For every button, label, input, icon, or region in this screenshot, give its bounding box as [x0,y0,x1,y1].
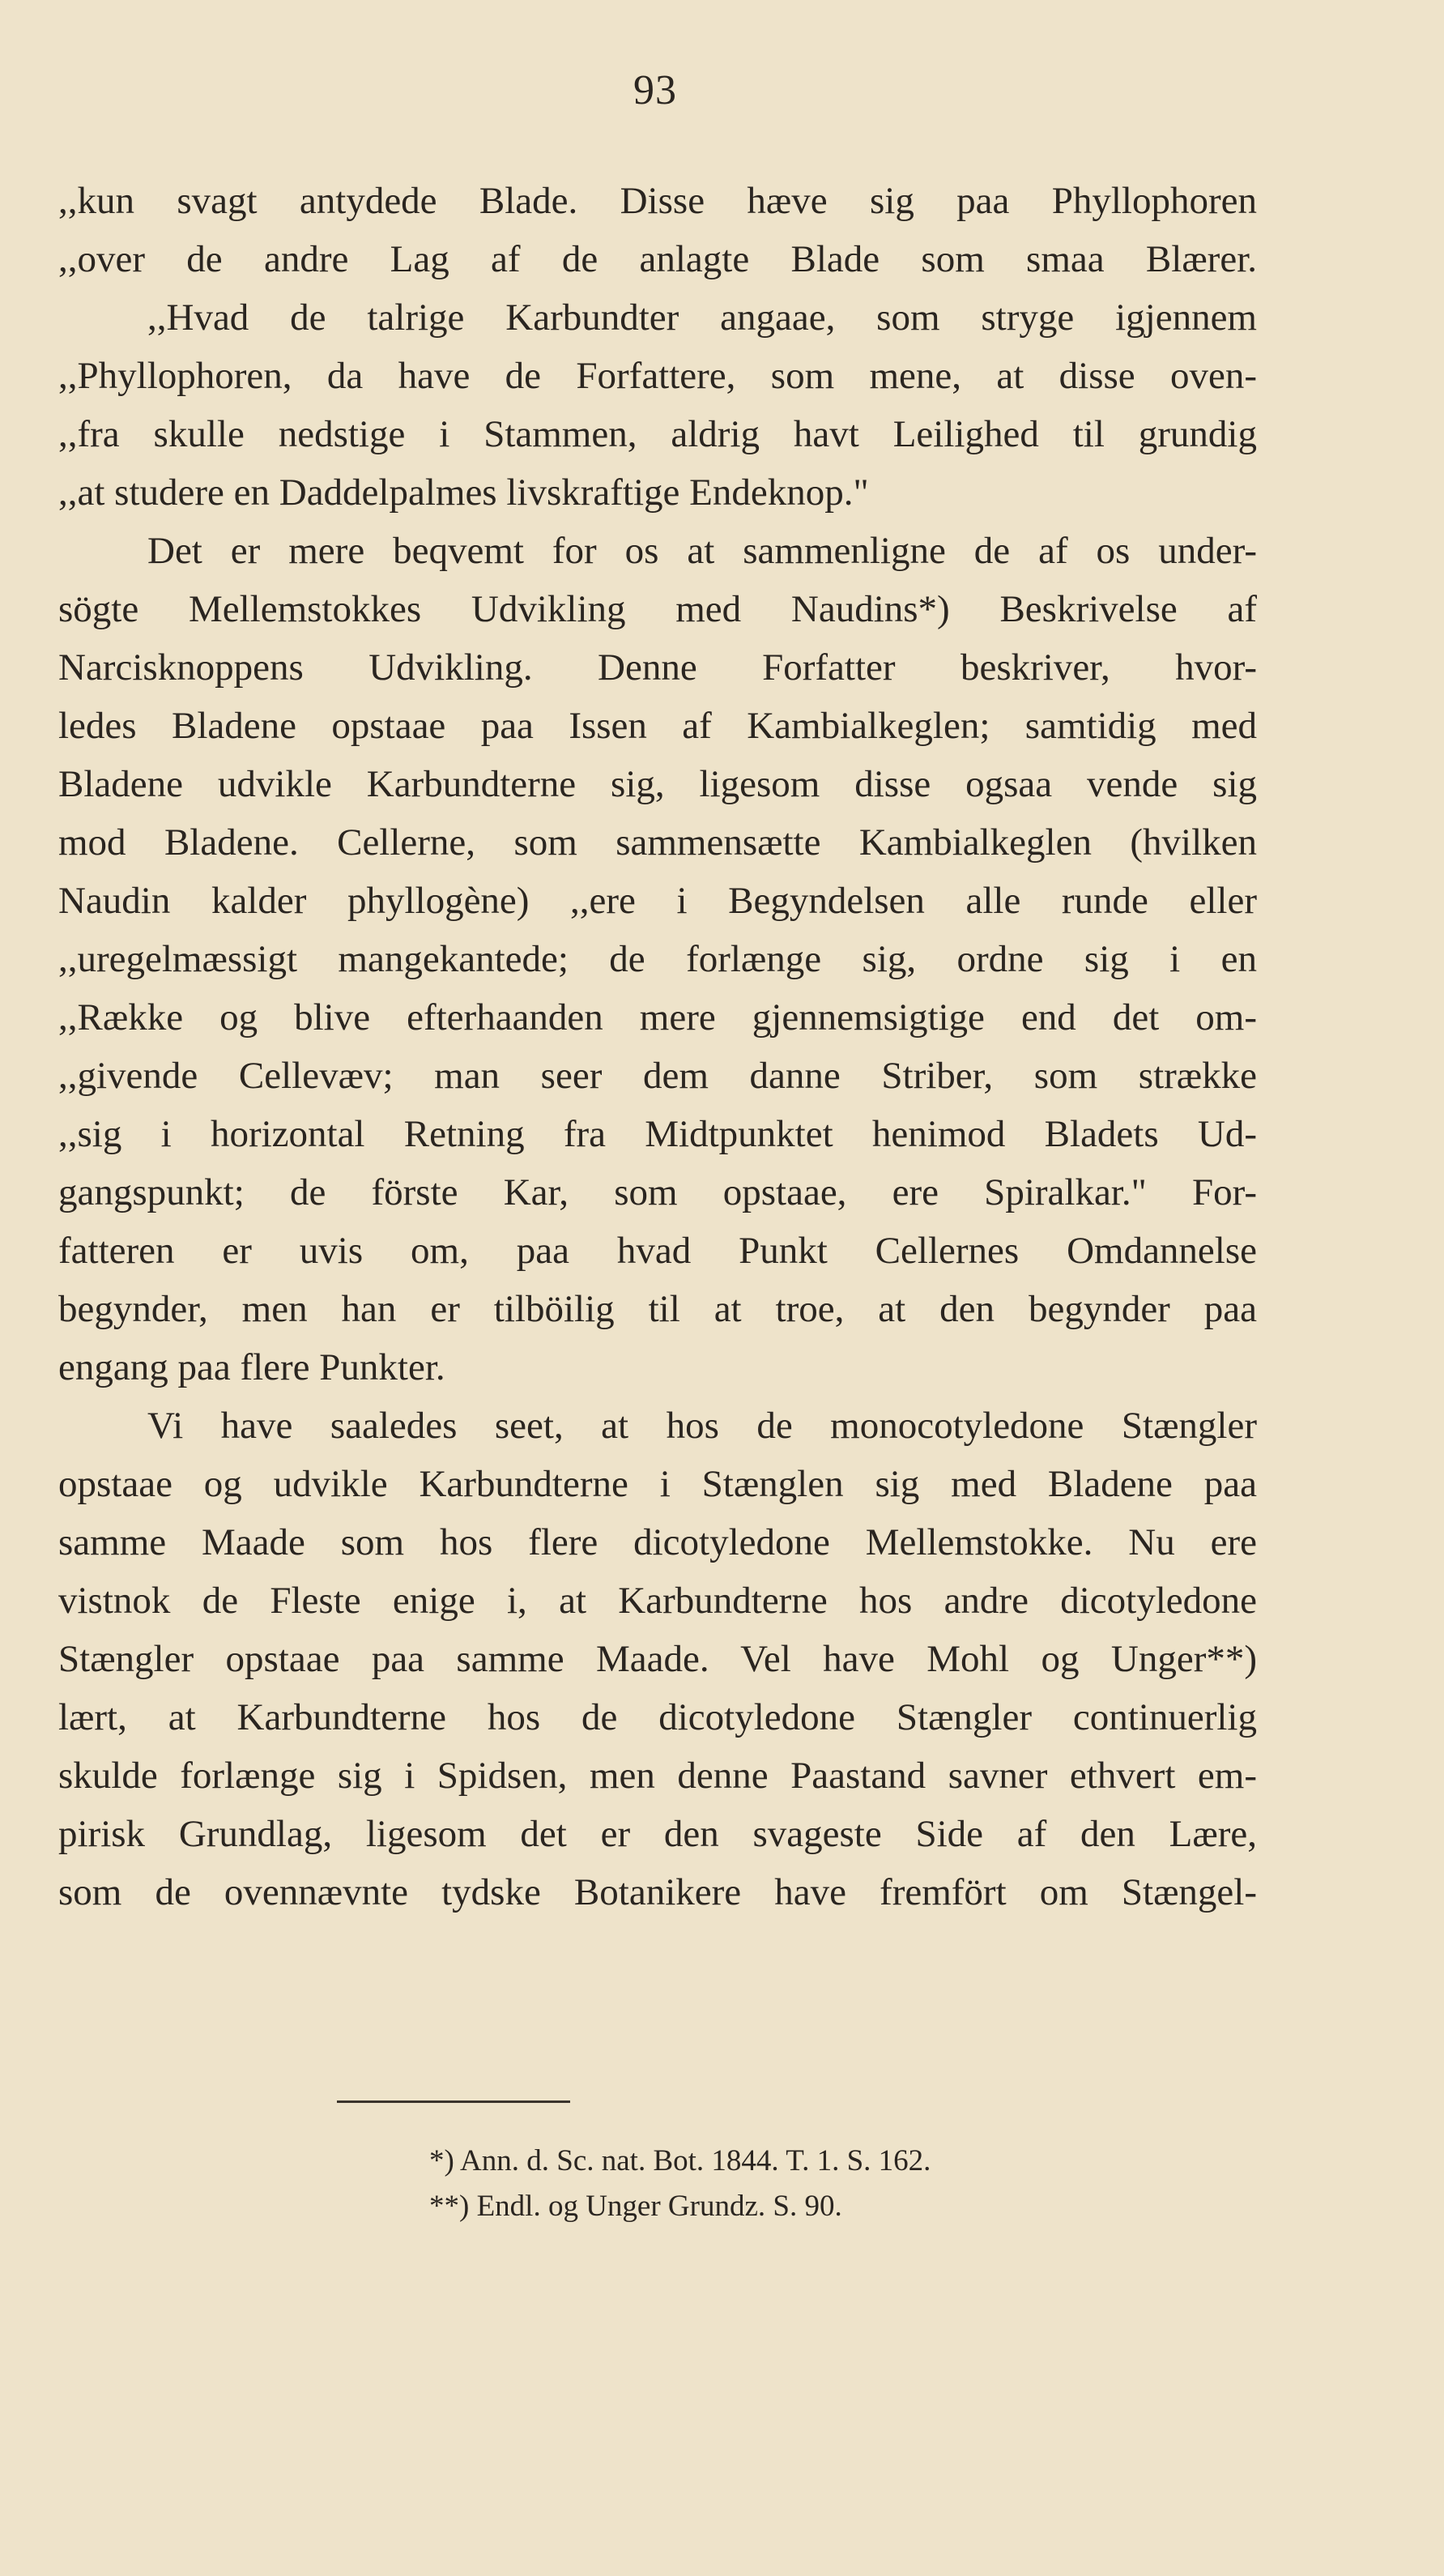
footnotes [429,2139,1239,2229]
page-number: 93 [633,67,677,113]
text-line: begynder, men han er tilböilig til at troe, at den begynder paa [58,1288,1257,1330]
footnote: *) Ann. d. Sc. nat. Bot. 1844. T. 1. S. 162. [429,2144,931,2177]
footnote-divider [337,2100,570,2103]
text-line: fatteren er uvis om, paa hvad Punkt Cellernes Omdannelse [58,1230,1257,1272]
text-line: skulde forlænge sig i Spidsen, men denne Paastand savner ethvert em- [58,1755,1257,1797]
text-line: Naudin kalder phyllogène) ,,ere i Begyndelsen alle runde eller [58,880,1257,922]
body-text [58,172,1257,1921]
text-line: ,,Phyllophoren, da have de Forfattere, som mene, at disse oven- [58,355,1257,397]
text-line: gangspunkt; de förste Kar, som opstaae, ere Spiralkar." For- [58,1171,1257,1213]
text-line: samme Maade som hos flere dicotyledone Mellemstokke. Nu ere [58,1521,1257,1563]
text-line: engang paa flere Punkter. [58,1346,445,1388]
text-line: ,,sig i horizontal Retning fra Midtpunktet henimod Bladets Ud- [58,1113,1257,1155]
text-line: pirisk Grundlag, ligesom det er den svageste Side af den Lære, [58,1813,1257,1855]
text-line: ,,at studere en Daddelpalmes livskraftige Endeknop." [58,471,869,514]
text-line: ledes Bladene opstaae paa Issen af Kambialkeglen; samtidig med [58,705,1257,747]
text-line: mod Bladene. Cellerne, som sammensætte Kambialkeglen (hvilken [58,821,1257,864]
text-line: Stængler opstaae paa samme Maade. Vel have Mohl og Unger**) [58,1638,1257,1680]
text-line: Narcisknoppens Udvikling. Denne Forfatter beskriver, hvor- [58,646,1257,689]
text-line: ,,Hvad de talrige Karbundter angaae, som stryge igjennem [147,296,1257,339]
text-line: Bladene udvikle Karbundterne sig, ligesom disse ogsaa vende sig [58,763,1257,805]
text-line: Vi have saaledes seet, at hos de monocotyledone Stængler [147,1405,1257,1447]
text-line: ,,Række og blive efterhaanden mere gjennemsigtige end det om- [58,996,1257,1039]
text-line: ,,uregelmæssigt mangekantede; de forlænge sig, ordne sig i en [58,938,1257,980]
text-line: lært, at Karbundterne hos de dicotyledone Stængler continuerlig [58,1696,1257,1738]
text-line: ,,fra skulle nedstige i Stammen, aldrig havt Leilighed til grundig [58,413,1257,455]
text-line: ,,givende Cellevæv; man seer dem danne Striber, som strække [58,1055,1257,1097]
text-line: Det er mere beqvemt for os at sammenligne de af os under- [147,530,1257,572]
text-line: ,,over de andre Lag af de anlagte Blade som smaa Blærer. [58,238,1257,280]
text-line: som de ovennævnte tydske Botanikere have fremfört om Stængel- [58,1871,1257,1913]
text-line: ,,kun svagt antydede Blade. Disse hæve sig paa Phyllophoren [58,180,1257,222]
footnote: **) Endl. og Unger Grundz. S. 90. [429,2190,842,2223]
text-line: opstaae og udvikle Karbundterne i Stænglen sig med Bladene paa [58,1463,1257,1505]
text-line: sögte Mellemstokkes Udvikling med Naudins*) Beskrivelse af [58,588,1257,630]
text-line: vistnok de Fleste enige i, at Karbundterne hos andre dicotyledone [58,1580,1257,1622]
